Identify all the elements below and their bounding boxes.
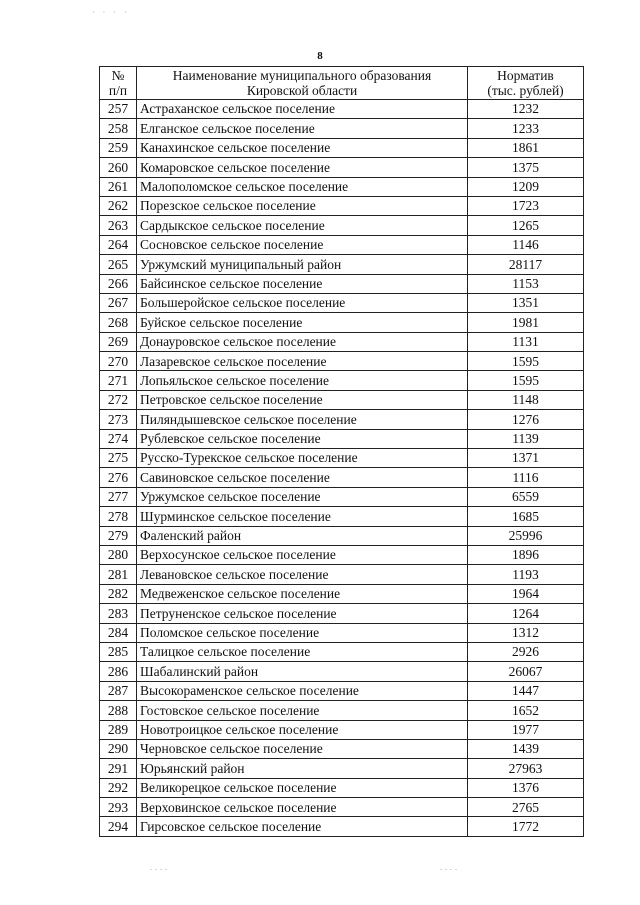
- norm-value: 1447: [468, 681, 584, 700]
- municipality-name: Уржумское сельское поселение: [137, 487, 468, 506]
- row-number: 273: [100, 410, 137, 429]
- scan-artifact: ....: [150, 863, 170, 872]
- header-value-line2: (тыс. рублей): [487, 83, 564, 98]
- row-number: 274: [100, 429, 137, 448]
- norm-value: 1772: [468, 817, 584, 836]
- table-row: [100, 158, 584, 177]
- row-number: 290: [100, 739, 137, 758]
- municipality-name: Уржумский муниципальный район: [137, 255, 468, 274]
- norm-value: 1139: [468, 429, 584, 448]
- row-number: 271: [100, 371, 137, 390]
- table-row: [100, 138, 584, 157]
- norm-value: 28117: [468, 255, 584, 274]
- table-row: [100, 216, 584, 235]
- table-row: [100, 642, 584, 661]
- municipality-name: Елганское сельское поселение: [137, 119, 468, 138]
- table-row: [100, 410, 584, 429]
- row-number: 284: [100, 623, 137, 642]
- table-row: [100, 798, 584, 817]
- norm-value: 1131: [468, 332, 584, 351]
- row-number: 258: [100, 119, 137, 138]
- municipality-name: Лазаревское сельское поселение: [137, 352, 468, 371]
- table-row: [100, 507, 584, 526]
- table-body: [100, 100, 584, 837]
- row-number: 294: [100, 817, 137, 836]
- row-number: 264: [100, 235, 137, 254]
- municipality-name: Рублевское сельское поселение: [137, 429, 468, 448]
- municipality-name: Русско-Турекское сельское поселение: [137, 449, 468, 468]
- norm-value: 1981: [468, 313, 584, 332]
- table-row: [100, 196, 584, 215]
- row-number: 260: [100, 158, 137, 177]
- page-number: 8: [317, 50, 323, 62]
- table-row: [100, 701, 584, 720]
- municipality-name: Пиляндышевское сельское поселение: [137, 410, 468, 429]
- municipality-name: Сардыкское сельское поселение: [137, 216, 468, 235]
- row-number: 279: [100, 526, 137, 545]
- table-row: [100, 449, 584, 468]
- row-number: 263: [100, 216, 137, 235]
- row-number: 265: [100, 255, 137, 274]
- table-row: [100, 100, 584, 119]
- header-num: [100, 67, 137, 100]
- municipality-name: Фаленский район: [137, 526, 468, 545]
- row-number: 289: [100, 720, 137, 739]
- norm-value: 1652: [468, 701, 584, 720]
- row-number: 293: [100, 798, 137, 817]
- header-num-line2: п/п: [108, 83, 128, 98]
- municipality-name: Савиновское сельское поселение: [137, 468, 468, 487]
- norm-value: 1153: [468, 274, 584, 293]
- municipality-name: Гостовское сельское поселение: [137, 701, 468, 720]
- row-number: 286: [100, 662, 137, 681]
- row-number: 292: [100, 778, 137, 797]
- table-row: [100, 274, 584, 293]
- norm-value: 1116: [468, 468, 584, 487]
- municipality-name: Юрьянский район: [137, 759, 468, 778]
- row-number: 282: [100, 584, 137, 603]
- table-row: [100, 681, 584, 700]
- table-header-row: [100, 67, 584, 100]
- norm-value: 1276: [468, 410, 584, 429]
- municipality-name: Астраханское сельское поселение: [137, 100, 468, 119]
- header-value-line1: Норматив: [497, 68, 554, 83]
- table-row: [100, 235, 584, 254]
- table-row: [100, 565, 584, 584]
- table-row: [100, 739, 584, 758]
- municipality-name: Верховинское сельское поселение: [137, 798, 468, 817]
- municipality-name: Левановское сельское поселение: [137, 565, 468, 584]
- header-name: [137, 67, 468, 100]
- table-row: [100, 429, 584, 448]
- row-number: 281: [100, 565, 137, 584]
- row-number: 287: [100, 681, 137, 700]
- norm-value: 2926: [468, 642, 584, 661]
- norm-value: 1723: [468, 196, 584, 215]
- norm-value: 1264: [468, 604, 584, 623]
- scan-artifact: ....: [440, 863, 460, 872]
- municipality-name: Малополомское сельское поселение: [137, 177, 468, 196]
- norm-value: 1233: [468, 119, 584, 138]
- row-number: 272: [100, 390, 137, 409]
- norm-value: 1595: [468, 371, 584, 390]
- norm-value: 1312: [468, 623, 584, 642]
- municipality-name: Высокораменское сельское поселение: [137, 681, 468, 700]
- row-number: 283: [100, 604, 137, 623]
- norm-value: 1896: [468, 545, 584, 564]
- municipality-name: Шурминское сельское поселение: [137, 507, 468, 526]
- municipality-name: Сосновское сельское поселение: [137, 235, 468, 254]
- municipality-name: Буйское сельское поселение: [137, 313, 468, 332]
- norm-value: 1861: [468, 138, 584, 157]
- row-number: 278: [100, 507, 137, 526]
- row-number: 270: [100, 352, 137, 371]
- table-row: [100, 662, 584, 681]
- municipality-name: Новотроицкое сельское поселение: [137, 720, 468, 739]
- norm-value: 1977: [468, 720, 584, 739]
- table-row: [100, 390, 584, 409]
- table-row: [100, 119, 584, 138]
- norm-value: 1265: [468, 216, 584, 235]
- norm-value: 1193: [468, 565, 584, 584]
- municipality-name: Великорецкое сельское поселение: [137, 778, 468, 797]
- table-row: [100, 177, 584, 196]
- norm-value: 1371: [468, 449, 584, 468]
- norm-value: 1232: [468, 100, 584, 119]
- row-number: 277: [100, 487, 137, 506]
- municipality-name: Поломское сельское поселение: [137, 623, 468, 642]
- norm-value: 27963: [468, 759, 584, 778]
- table-row: [100, 778, 584, 797]
- municipality-name: Лопьяльское сельское поселение: [137, 371, 468, 390]
- table-row: [100, 468, 584, 487]
- norm-value: 1439: [468, 739, 584, 758]
- norm-value: 25996: [468, 526, 584, 545]
- norm-value: 1685: [468, 507, 584, 526]
- table-row: [100, 623, 584, 642]
- norms-table: [99, 66, 584, 837]
- municipality-name: Канахинское сельское поселение: [137, 138, 468, 157]
- municipality-name: Комаровское сельское поселение: [137, 158, 468, 177]
- row-number: 288: [100, 701, 137, 720]
- header-name-line1: Наименование муниципального образования: [172, 68, 432, 83]
- table-row: [100, 584, 584, 603]
- header-value: [468, 67, 584, 100]
- scan-artifact: · · · ·: [92, 8, 130, 17]
- row-number: 269: [100, 332, 137, 351]
- norm-value: 1146: [468, 235, 584, 254]
- norm-value: 6559: [468, 487, 584, 506]
- row-number: 275: [100, 449, 137, 468]
- municipality-name: Верхосунское сельское поселение: [137, 545, 468, 564]
- table-row: [100, 604, 584, 623]
- table-row: [100, 293, 584, 312]
- norm-value: 2765: [468, 798, 584, 817]
- municipality-name: Петруненское сельское поселение: [137, 604, 468, 623]
- row-number: 291: [100, 759, 137, 778]
- table-row: [100, 759, 584, 778]
- row-number: 285: [100, 642, 137, 661]
- municipality-name: Большеройское сельское поселение: [137, 293, 468, 312]
- norm-value: 1209: [468, 177, 584, 196]
- municipality-name: Черновское сельское поселение: [137, 739, 468, 758]
- norm-value: 1964: [468, 584, 584, 603]
- norm-value: 1375: [468, 158, 584, 177]
- table-row: [100, 371, 584, 390]
- norm-value: 1148: [468, 390, 584, 409]
- municipality-name: Шабалинский район: [137, 662, 468, 681]
- municipality-name: Гирсовское сельское поселение: [137, 817, 468, 836]
- row-number: 268: [100, 313, 137, 332]
- norm-value: 1595: [468, 352, 584, 371]
- row-number: 267: [100, 293, 137, 312]
- row-number: 276: [100, 468, 137, 487]
- table-row: [100, 352, 584, 371]
- municipality-name: Петровское сельское поселение: [137, 390, 468, 409]
- table-row: [100, 487, 584, 506]
- row-number: 266: [100, 274, 137, 293]
- table-row: [100, 817, 584, 836]
- row-number: 262: [100, 196, 137, 215]
- table-row: [100, 313, 584, 332]
- row-number: 259: [100, 138, 137, 157]
- norm-value: 1351: [468, 293, 584, 312]
- table-row: [100, 720, 584, 739]
- row-number: 280: [100, 545, 137, 564]
- table-row: [100, 545, 584, 564]
- norm-value: 1376: [468, 778, 584, 797]
- row-number: 257: [100, 100, 137, 119]
- municipality-name: Байсинское сельское поселение: [137, 274, 468, 293]
- header-num-line1: №: [111, 68, 125, 83]
- municipality-name: Донауровское сельское поселение: [137, 332, 468, 351]
- municipality-name: Талицкое сельское поселение: [137, 642, 468, 661]
- municipality-name: Порезское сельское поселение: [137, 196, 468, 215]
- table-row: [100, 526, 584, 545]
- table-row: [100, 332, 584, 351]
- header-name-line2: Кировской области: [246, 83, 358, 98]
- norm-value: 26067: [468, 662, 584, 681]
- row-number: 261: [100, 177, 137, 196]
- municipality-name: Медвеженское сельское поселение: [137, 584, 468, 603]
- table-row: [100, 255, 584, 274]
